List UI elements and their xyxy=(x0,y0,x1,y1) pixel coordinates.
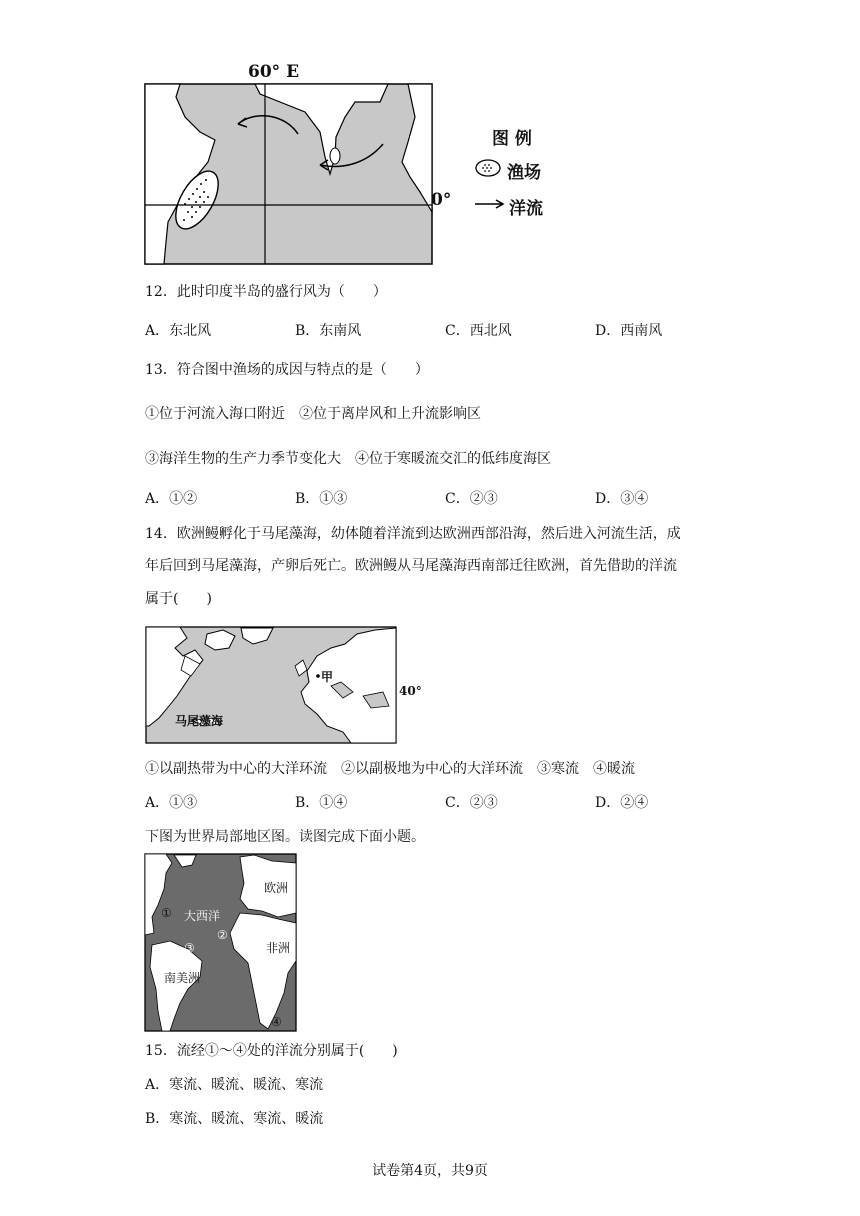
north-atlantic-map xyxy=(145,626,420,744)
sri-lanka xyxy=(330,148,340,164)
indian-ocean-map xyxy=(140,62,560,267)
longitude-label: 60° E xyxy=(248,62,300,82)
question-14-stem-line-1: 14．欧洲鳗孵化于马尾藻海，幼体随着洋流到达欧洲西部沿海，然后进入河流生活，成 xyxy=(145,526,681,542)
q14-option-b: B．①④ xyxy=(295,795,348,811)
question-14-stem-line-2: 年后回到马尾藻海，产卵后死亡。欧洲鳗从马尾藻海西南部迁往欧洲，首先借助的洋流 xyxy=(145,558,677,574)
section-intro: 下图为世界局部地区图。读图完成下面小题。 xyxy=(145,829,425,845)
marker-4: ④ xyxy=(271,1015,282,1029)
q13-option-c: C．②③ xyxy=(445,491,498,507)
legend-current-icon xyxy=(474,196,506,215)
legend-current-label: 洋流 xyxy=(509,199,543,219)
q13-option-b: B．①③ xyxy=(295,491,348,507)
q13-statement-line-1: ①位于河流入海口附近 ②位于离岸风和上升流影响区 xyxy=(145,406,481,422)
africa-label: 非洲 xyxy=(266,941,291,955)
legend-fishery-icon xyxy=(474,158,502,182)
q14-option-d: D．②④ xyxy=(595,795,649,811)
sargasso-sea-label: 马尾藻海 xyxy=(175,714,224,728)
atlantic-map xyxy=(144,853,298,1033)
q13-option-a: A．①② xyxy=(145,491,198,507)
europe-label: 欧洲 xyxy=(264,881,289,895)
q12-option-c: C．西北风 xyxy=(445,323,512,339)
latitude-label: 0° xyxy=(431,190,452,210)
atlantic-label: 大西洋 xyxy=(184,909,221,923)
latitude-40-label: 40° xyxy=(399,684,422,698)
q14-choices: ①以副热带为中心的大洋环流 ②以副极地为中心的大洋环流 ③寒流 ④暖流 xyxy=(145,761,635,777)
q14-option-c: C．②③ xyxy=(445,795,498,811)
q12-option-b: B．东南风 xyxy=(295,323,362,339)
marker-1: ① xyxy=(161,906,172,920)
q13-option-d: D．③④ xyxy=(595,491,649,507)
legend-title: 图 例 xyxy=(492,129,532,149)
question-15-stem: 15．流经①～④处的洋流分别属于( ) xyxy=(145,1043,398,1059)
q15-option-a: A．寒流、暖流、暖流、寒流 xyxy=(145,1077,324,1093)
question-12-stem: 12．此时印度半岛的盛行风为（ ） xyxy=(145,284,387,300)
q12-option-d: D．西南风 xyxy=(595,323,663,339)
question-14-stem-line-3: 属于( ) xyxy=(145,591,212,607)
south-america-label: 南美洲 xyxy=(164,971,201,985)
marker-3: ③ xyxy=(184,941,195,955)
marker-2: ② xyxy=(217,928,228,942)
page-footer: 试卷第4页，共9页 xyxy=(372,1163,488,1179)
question-13-stem: 13．符合图中渔场的成因与特点的是（ ） xyxy=(145,362,429,378)
q14-option-a: A．①③ xyxy=(145,795,198,811)
q12-option-a: A．东北风 xyxy=(145,323,212,339)
q15-option-b: B．寒流、暖流、寒流、暖流 xyxy=(145,1111,324,1127)
q13-statement-line-2: ③海洋生物的生产力季节变化大 ④位于寒暖流交汇的低纬度海区 xyxy=(145,451,551,467)
legend-fishery-label: 渔场 xyxy=(507,163,541,183)
jia-label: 甲 xyxy=(321,670,334,684)
